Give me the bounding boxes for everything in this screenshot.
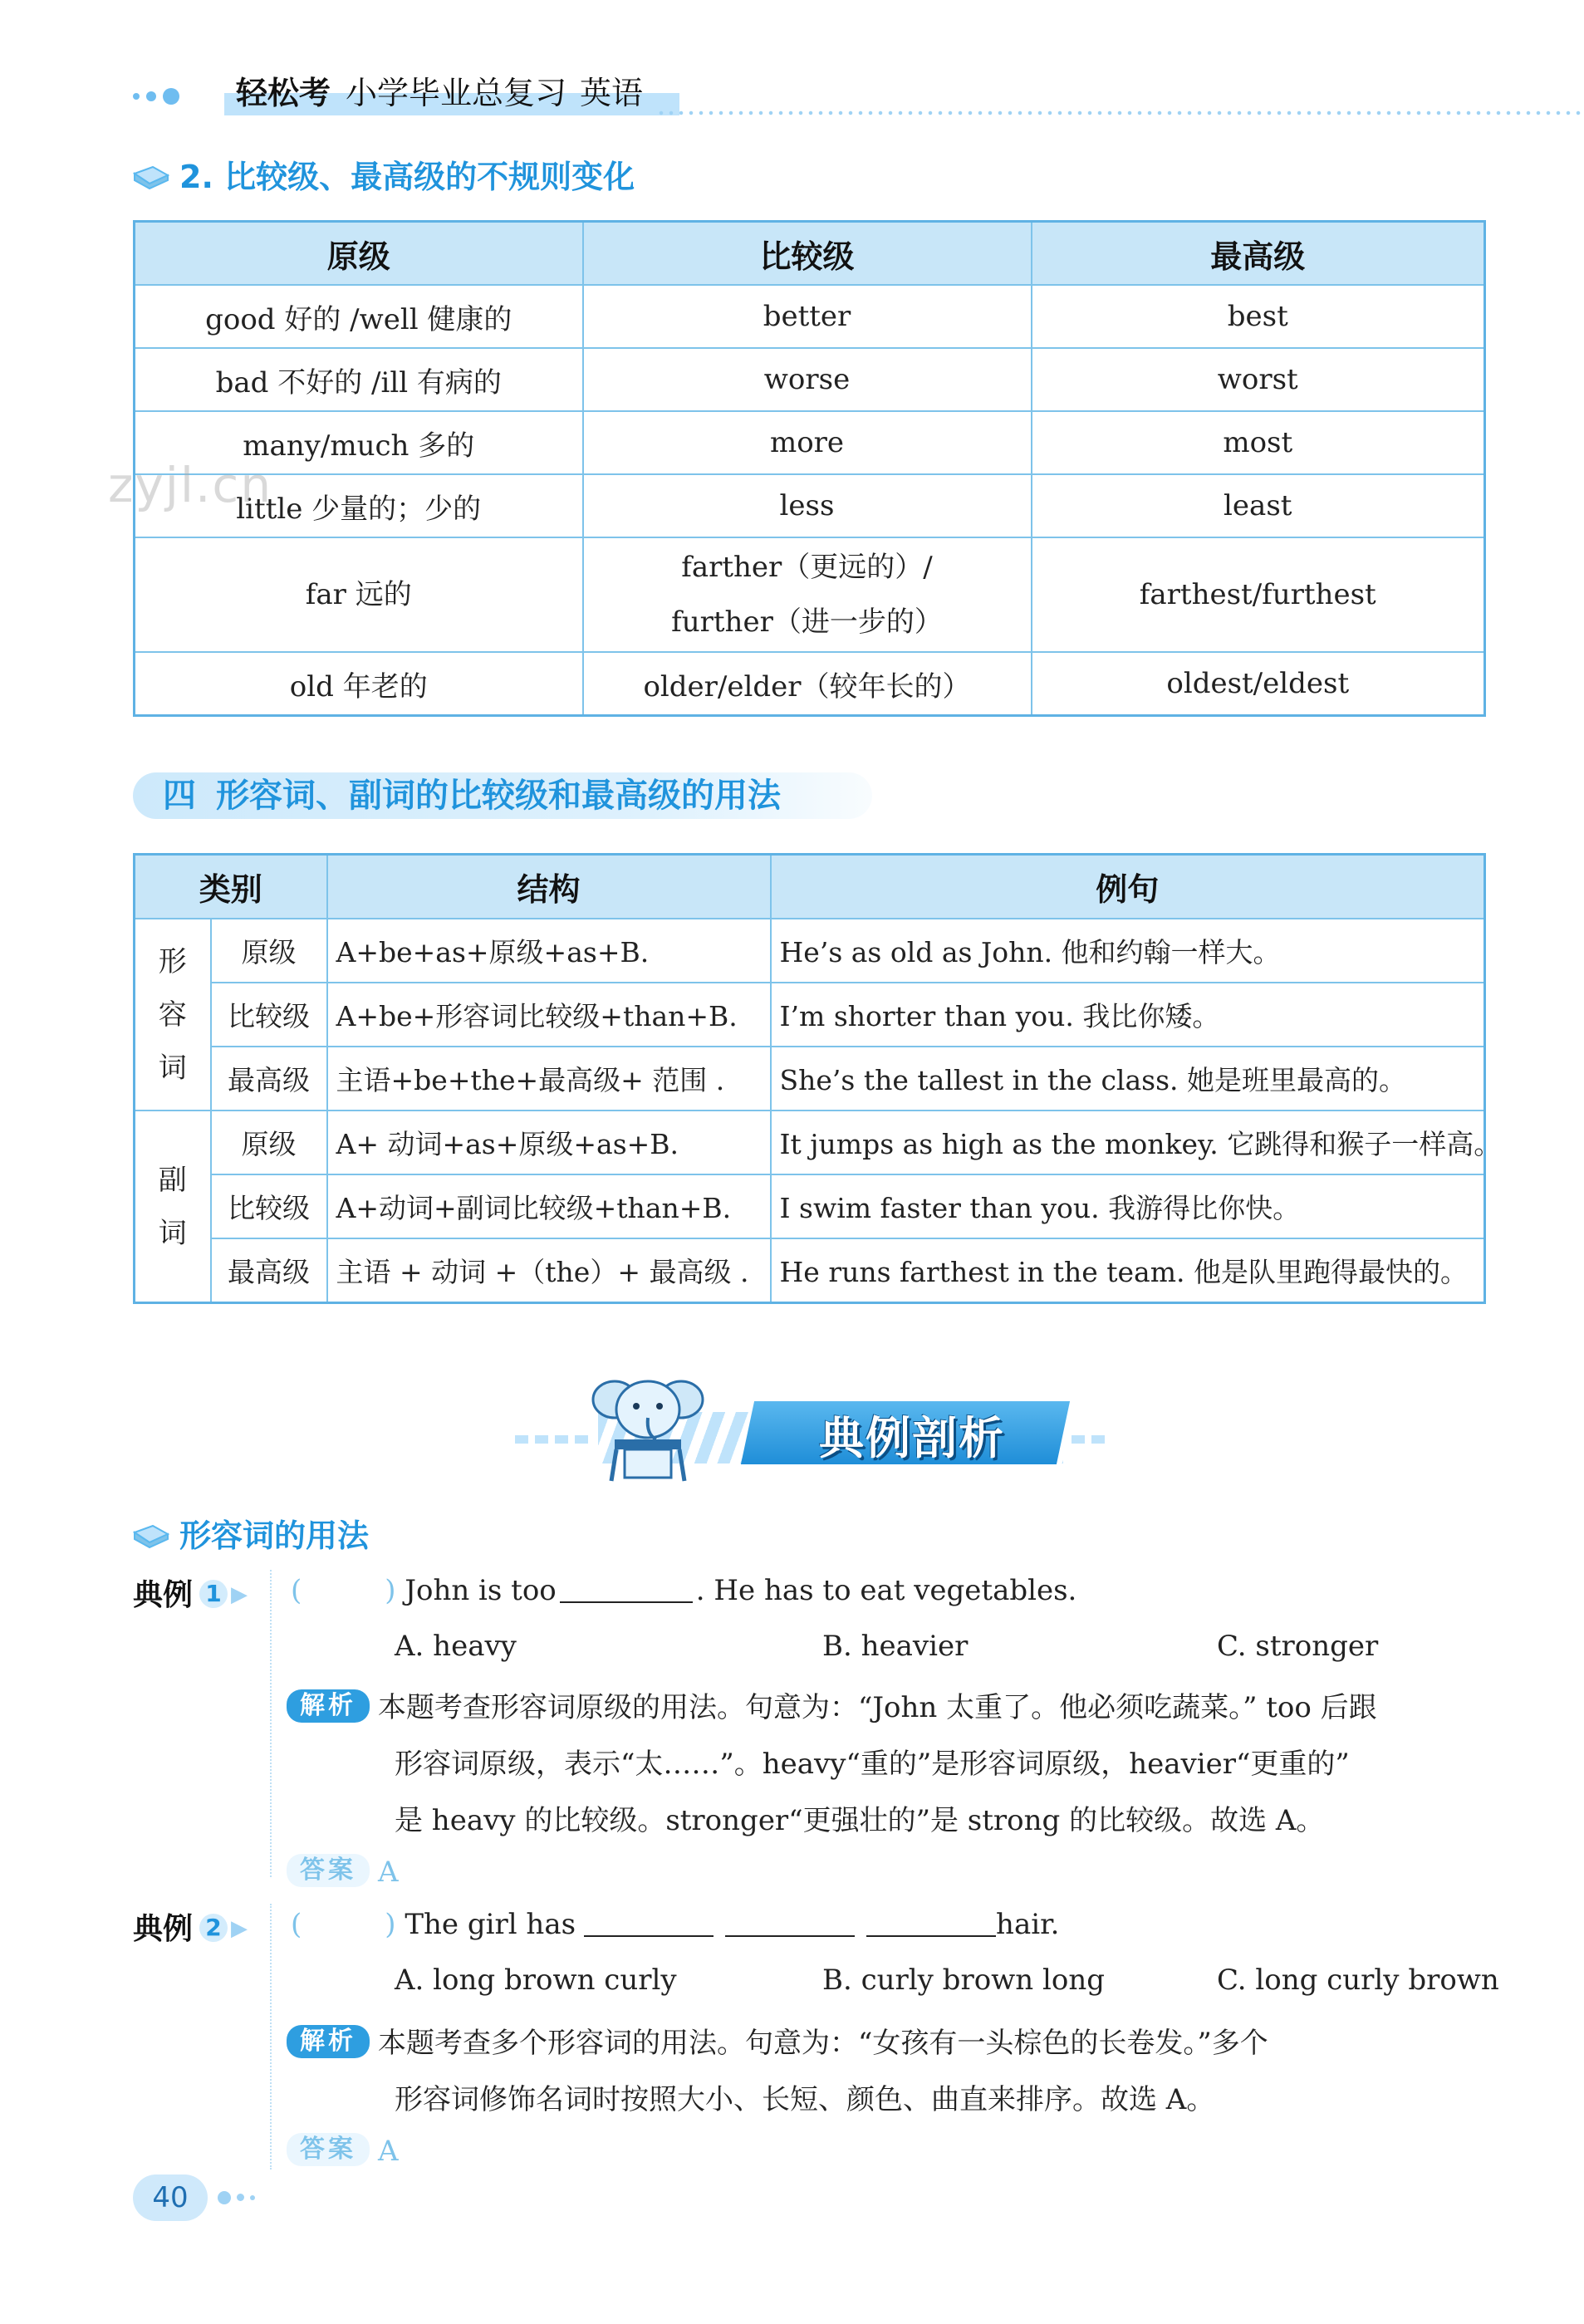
examples-heading-text: 形容词的用法 [179,1517,370,1554]
table-row [135,411,1485,474]
table-cell: less [583,474,1032,537]
page-header [133,71,1545,120]
option-c[interactable]: C. stronger [1217,1630,1379,1663]
banner-dots-right [1072,1431,1111,1447]
table-cell: farthest/furthest [1032,537,1485,652]
option-a[interactable]: A. long brown curly [395,1964,677,1997]
irregular-comparison-table [133,220,1486,717]
footer-dots-decoration [218,2189,261,2204]
table-cell: old 年老的 [135,652,583,716]
section2-heading [133,151,635,198]
answer-letter: A [378,2135,399,2168]
book-icon [133,1520,169,1557]
example1-label [133,1571,248,1614]
example-cell: It jumps as high as the monkey. 它跳得和猴子一样高。 [771,1111,1485,1174]
table-cell: least [1032,474,1485,537]
structure-cell: A+be+形容词比较级+than+B. [327,983,771,1047]
table-cell: bad 不好的 /ill 有病的 [135,348,583,411]
section4-title: 形容词、副词的比较级和最高级的用法 [216,777,781,815]
category-label: 副 词 [158,1163,187,1250]
answer-letter: A [378,1856,399,1889]
table-row [135,1174,1485,1238]
example2-guide-line [270,1904,272,2170]
structure-cell: A+动词+副词比较级+than+B. [327,1174,771,1238]
table-cell-two-line [583,537,1032,652]
example-cell: He runs farthest in the team. 他是队里跑得最快的。 [771,1238,1485,1303]
analysis-text: 本题考查多个形容词的用法。句意为：“女孩有一头棕色的长卷发。”多个 [378,2027,1268,2060]
table-cell: little 少量的；少的 [135,474,583,537]
table-cell: older/elder（较年长的） [583,652,1032,716]
question-text-pre: John is too [405,1574,557,1607]
table-row [135,474,1485,537]
arrow-right-icon: ▶ [231,1916,248,1941]
example-cell: He’s as old as John. 他和约翰一样大。 [771,919,1485,983]
example1-analysis-line3: 是 heavy 的比较级。stronger“更强壮的”是 strong 的比较级。故选 A。 [395,1804,1325,1837]
elephant-mascot-icon [581,1366,714,1483]
structure-cell: 主语+be+the+最高级+ 范围 . [327,1047,771,1111]
brand-name: 轻松考 [236,74,331,111]
answer-bracket-close: ) [385,1908,396,1941]
header-brand [224,71,679,115]
table-cell: more [583,411,1032,474]
example1-analysis-line1 [287,1684,1377,1725]
header-cell: 原级 [135,222,583,286]
degree-cell: 原级 [211,1111,327,1174]
example1-answer [287,1854,399,1889]
example-label-text: 典例 [133,1578,194,1612]
table-cell: worse [583,348,1032,411]
table-cell: good 好的 /well 健康的 [135,285,583,348]
structure-cell: A+ 动词+as+原级+as+B. [327,1111,771,1174]
table-row [135,652,1485,716]
answer-bracket-close: ) [385,1574,396,1607]
brand-subtitle: 小学毕业总复习 [346,75,567,111]
question-text-post: hair. [996,1908,1060,1941]
table-header-row [135,222,1485,286]
option-a[interactable]: A. heavy [395,1630,517,1663]
degree-cell: 原级 [211,919,327,983]
question-blank-1[interactable] [584,1910,714,1937]
example2-question [291,1908,1059,1941]
example-cell: I swim faster than you. 我游得比你快。 [771,1174,1485,1238]
far-comparative-line-1: farther（更远的）/ [681,551,933,584]
watermark: zyjl.cn [108,457,273,513]
example-number: 2 [199,1914,228,1942]
header-cell: 最高级 [1032,222,1485,286]
example2-label [133,1905,248,1948]
category-adverb [135,1111,211,1303]
table-cell: worst [1032,348,1485,411]
page-number: 40 [133,2174,208,2221]
table-row [135,348,1485,411]
header-cell: 结构 [327,855,771,919]
table-row [135,983,1485,1047]
header-cell: 例句 [771,855,1485,919]
examples-heading [133,1510,369,1557]
example2-analysis-line1 [287,2020,1268,2061]
answer-bracket-open: ( [291,1574,302,1607]
analysis-tag: 解析 [287,1689,370,1723]
question-text-post: . He has to eat vegetables. [695,1574,1077,1607]
book-icon [133,161,169,198]
option-c[interactable]: C. long curly brown [1217,1964,1499,1997]
answer-tag: 答案 [287,2133,370,2166]
table-row [135,1238,1485,1303]
section4-number: 四 [163,777,196,815]
header-dotted-rule [656,110,1584,115]
table-cell: most [1032,411,1485,474]
degree-cell: 最高级 [211,1238,327,1303]
section2-title: 2. 比较级、最高级的不规则变化 [179,159,635,195]
table-header-row [135,855,1485,919]
analysis-tag: 解析 [287,2025,370,2058]
example1-analysis-line2: 形容词原级，表示“太……”。heavy“重的”是形容词原级，heavier“更重的” [395,1748,1350,1781]
example-number: 1 [199,1580,228,1608]
example-cell: She’s the tallest in the class. 她是班里最高的。 [771,1047,1485,1111]
table-row [135,919,1485,983]
question-text-pre: The girl has [405,1908,576,1941]
structure-cell: A+be+as+原级+as+B. [327,919,771,983]
option-b[interactable]: B. curly brown long [822,1964,1105,1997]
table-row [135,285,1485,348]
analysis-text: 本题考查形容词原级的用法。句意为：“John 太重了。他必须吃蔬菜。” too 后跟 [378,1691,1377,1724]
table-row [135,1047,1485,1111]
option-b[interactable]: B. heavier [822,1630,969,1663]
section4-heading [133,772,872,819]
arrow-right-icon: ▶ [231,1582,248,1607]
brand-subject: 英语 [580,75,644,111]
degree-cell: 比较级 [211,1174,327,1238]
question-blank-3[interactable] [866,1910,996,1937]
far-comparative-line-2: further（进一步的） [671,606,943,639]
table-cell: oldest/eldest [1032,652,1485,716]
question-blank-2[interactable] [725,1910,855,1937]
table-row [135,1111,1485,1174]
example2-answer [287,2133,399,2168]
answer-tag: 答案 [287,1854,370,1887]
answer-bracket-open: ( [291,1908,302,1941]
example2-analysis-line2: 形容词修饰名词时按照大小、长短、颜色、曲直来排序。故选 A。 [395,2083,1215,2116]
usage-table [133,853,1502,1304]
section-banner [498,1366,1113,1483]
header-cell: 类别 [135,855,327,919]
degree-cell: 最高级 [211,1047,327,1111]
degree-cell: 比较级 [211,983,327,1047]
category-label: 形 容 词 [158,944,187,1085]
table-cell: best [1032,285,1485,348]
header-cell: 比较级 [583,222,1032,286]
banner-title: 典例剖析 [819,1412,1005,1464]
table-cell: better [583,285,1032,348]
header-dots-decoration [133,87,186,105]
example1-question [291,1574,1076,1607]
table-row [135,537,1485,652]
example-cell: I’m shorter than you. 我比你矮。 [771,983,1485,1047]
structure-cell: 主语 + 动词 +（the）+ 最高级 . [327,1238,771,1303]
table-cell: many/much 多的 [135,411,583,474]
example-label-text: 典例 [133,1912,194,1946]
category-adjective [135,919,211,1111]
question-blank[interactable] [560,1576,693,1603]
example1-guide-line [270,1570,272,1877]
table-cell: far 远的 [135,537,583,652]
